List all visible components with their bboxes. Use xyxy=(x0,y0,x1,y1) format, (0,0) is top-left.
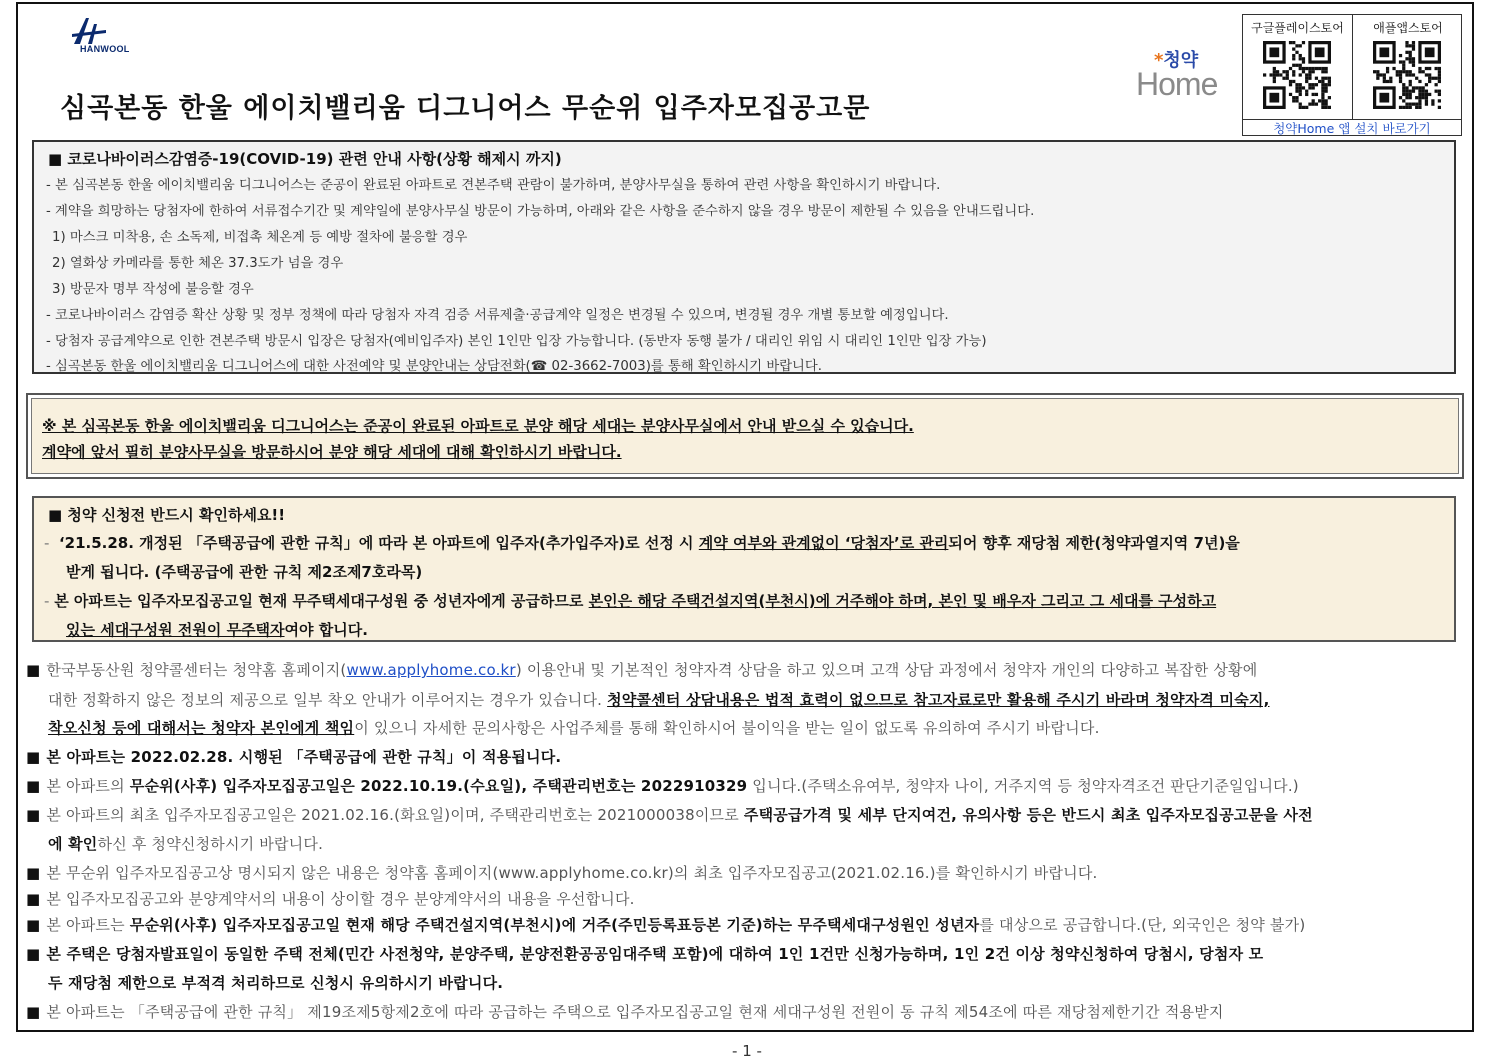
covid-line: 2) 열화상 카메라를 통한 체온 37.3도가 넘을 경우 xyxy=(52,256,344,271)
covid-line: - 코로나바이러스 감염증 확산 상황 및 정부 정책에 따라 당첨자 자격 검증 서류제출·공급계약 일정은 변경될 수 있으며, 변경될 경우 개별 통보할 예정입니다. xyxy=(46,308,949,323)
bullet-callcenter: ■ 한국부동산원 청약콜센터는 청약홈 홈페이지(www.applyhome.co.kr) 이용안내 및 기본적인 청약자격 상담을 하고 있으며 고객 상담 과정에서 청약자 개인의 다양하고 복잡한 상황에 xyxy=(26,661,1258,679)
bullet-first-announcement-cont: 에 확인하신 후 청약신청하시기 바랍니다. xyxy=(48,835,324,853)
bullet-contract-priority: ■ 본 입주자모집공고와 분양계약서의 내용이 상이할 경우 분양계약서의 내용을 우선합니다. xyxy=(26,890,635,908)
logo-text: HANWOOL xyxy=(80,44,130,54)
qr-google-icon[interactable] xyxy=(1263,41,1331,109)
document-title: 심곡본동 한울 에이치밸리움 디그니어스 무순위 입주자모집공고문 xyxy=(60,93,871,124)
hanwool-logo-mark xyxy=(70,16,110,46)
chungyak-big-text: Home xyxy=(1136,66,1218,102)
chungyak-small-text: 청약 xyxy=(1163,50,1199,71)
check-before-apply-box xyxy=(32,496,1456,642)
bullet-eligibility: ■ 본 아파트는 무순위(사후) 입주자모집공고일 현재 해당 주택건설지역(부천시)에 거주(주민등록표등본 기준)하는 무주택세대구성원인 성년자를 대상으로 공급합니다.(단, 외국인은 청약 불가) xyxy=(26,916,1306,934)
bullet-rewin-restriction: ■ 본 아파트는 「주택공급에 관한 규칙」 제19조제5항제2호에 따라 공급하는 주택으로 입주자모집공고일 현재 세대구성원 전원이 동 규칙 제54조에 따른 재당첨제한기간 적용받지 xyxy=(26,1003,1224,1021)
check-line-1: - ‘21.5.28. 개정된 「주택공급에 관한 규칙」에 따라 본 아파트에 입주자(추가입주자)로 선정 시 계약 여부와 관계없이 ‘당첨자’로 관리되어 향후 재당첨 제한(청약과열지역 7년)을 xyxy=(44,534,1240,552)
qr-google-column xyxy=(1243,15,1353,119)
page-number: - 1 - xyxy=(732,1042,762,1060)
chungyak-home-logo xyxy=(1134,44,1224,104)
applyhome-link[interactable]: www.applyhome.co.kr xyxy=(346,661,516,679)
bullet-one-application-cont: 두 재당첨 제한으로 부적격 처리하므로 신청시 유의하시기 바랍니다. xyxy=(48,974,504,992)
covid-title: ■ 코로나바이러스감염증-19(COVID-19) 관련 안내 사항(상황 해제시 까지) xyxy=(48,150,562,168)
bullet-unspecified: ■ 본 무순위 입주자모집공고상 명시되지 않은 내용은 청약홈 홈페이지(www.applyhome.co.kr)의 최초 입주자모집공고(2021.02.16.)를 확인하시기 바랍니다. xyxy=(26,864,1098,882)
bullet-first-announcement: ■ 본 아파트의 최초 입주자모집공고일은 2021.02.16.(화요일)이며, 주택관리번호는 2021000038이므로 주택공급가격 및 세부 단지여건, 유의사항 등은 반드시 최초 입주자모집공고문을 사전 xyxy=(26,806,1313,824)
completion-notice-box xyxy=(26,393,1464,479)
qr-google-label: 구글플레이스토어 xyxy=(1251,21,1344,35)
app-install-link[interactable]: 청약Home 앱 설치 바로가기 xyxy=(1243,119,1461,137)
bullet-one-application: ■ 본 주택은 당첨자발표일이 동일한 주택 전체(민간 사전청약, 분양주택, 분양전환공공임대주택 포함)에 대하여 1인 1건만 신청가능하며, 1인 2건 이상 청약신청하여 당첨시, 당첨자 모 xyxy=(26,945,1264,963)
check-title: ■ 청약 신청전 반드시 확인하세요!! xyxy=(48,506,286,524)
qr-apple-label: 애플앱스토어 xyxy=(1373,21,1443,35)
notice-line-1: ※ 본 심곡본동 한울 에이치밸리움 디그니어스는 준공이 완료된 아파트로 분양 해당 세대는 분양사무실에서 안내 받으실 수 있습니다. xyxy=(42,417,914,435)
qr-apple-icon[interactable] xyxy=(1373,41,1441,109)
star-icon: * xyxy=(1154,50,1164,71)
covid-line: - 계약을 희망하는 당첨자에 한하여 서류접수기간 및 계약일에 분양사무실 방문이 가능하며, 아래와 같은 사항을 준수하지 않을 경우 방문이 제한될 수 있음을 안내드립니다. xyxy=(46,204,1035,219)
covid-line: - 심곡본동 한울 에이치밸리움 디그니어스에 대한 사전예약 및 분양안내는 상담전화(☎ 02-3662-7003)를 통해 확인하시기 바랍니다. xyxy=(46,359,822,374)
covid-line: - 본 심곡본동 한울 에이치밸리움 디그니어스는 준공이 완료된 아파트로 견본주택 관람이 불가하며, 분양사무실을 통하여 관련 사항을 확인하시기 바랍니다. xyxy=(46,178,941,193)
bullet-callcenter-cont2: 착오신청 등에 대해서는 청약자 본인에게 책임이 있으니 자세한 문의사항은 사업주체를 통해 확인하시어 불이익을 받는 일이 없도록 유의하여 주시기 바랍니다. xyxy=(48,719,1100,737)
bullet-announcement-date: ■ 본 아파트의 무순위(사후) 입주자모집공고일은 2022.10.19.(수요일), 주택관리번호는 2022910329 입니다.(주택소유여부, 청약자 나이, 거주지역 등 청약자격조건 판단기준일입니다.) xyxy=(26,777,1299,795)
qr-code-box xyxy=(1242,14,1462,136)
check-line-4: 있는 세대구성원 전원이 무주택자여야 합니다. xyxy=(66,621,368,639)
bullet-callcenter-cont: 대한 정확하지 않은 정보의 제공으로 일부 착오 안내가 이루어지는 경우가 있습니다. 청약콜센터 상담내용은 법적 효력이 없으므로 참고자료로만 활용해 주시기 바라며 청약자격 미숙지, xyxy=(48,691,1270,709)
covid-line: - 당첨자 공급계약으로 인한 견본주택 방문시 입장은 당첨자(예비입주자) 본인 1인만 입장 가능합니다. (동반자 동행 불가 / 대리인 위임 시 대리인 1인만 입장 가능) xyxy=(46,334,987,349)
covid-notice-box xyxy=(32,140,1456,374)
hanwool-logo xyxy=(68,16,158,60)
covid-line: 3) 방문자 명부 작성에 불응할 경우 xyxy=(52,282,254,297)
qr-apple-column xyxy=(1353,15,1463,119)
bullet-rule-applied: ■ 본 아파트는 2022.02.28. 시행된 「주택공급에 관한 규칙」이 적용됩니다. xyxy=(26,748,562,766)
covid-line: 1) 마스크 미착용, 손 소독제, 비접촉 체온계 등 예방 절차에 불응할 경우 xyxy=(52,230,468,245)
notice-line-2: 계약에 앞서 필히 분양사무실을 방문하시어 분양 해당 세대에 대해 확인하시기 바랍니다. xyxy=(42,443,622,461)
check-line-2: 받게 됩니다. (주택공급에 관한 규칙 제2조제7호라목) xyxy=(66,563,423,581)
check-line-3: - 본 아파트는 입주자모집공고일 현재 무주택세대구성원 중 성년자에게 공급하므로 본인은 해당 주택건설지역(부천시)에 거주해야 하며, 본인 및 배우자 그리고 그 세대를 구성하고 xyxy=(44,592,1217,610)
